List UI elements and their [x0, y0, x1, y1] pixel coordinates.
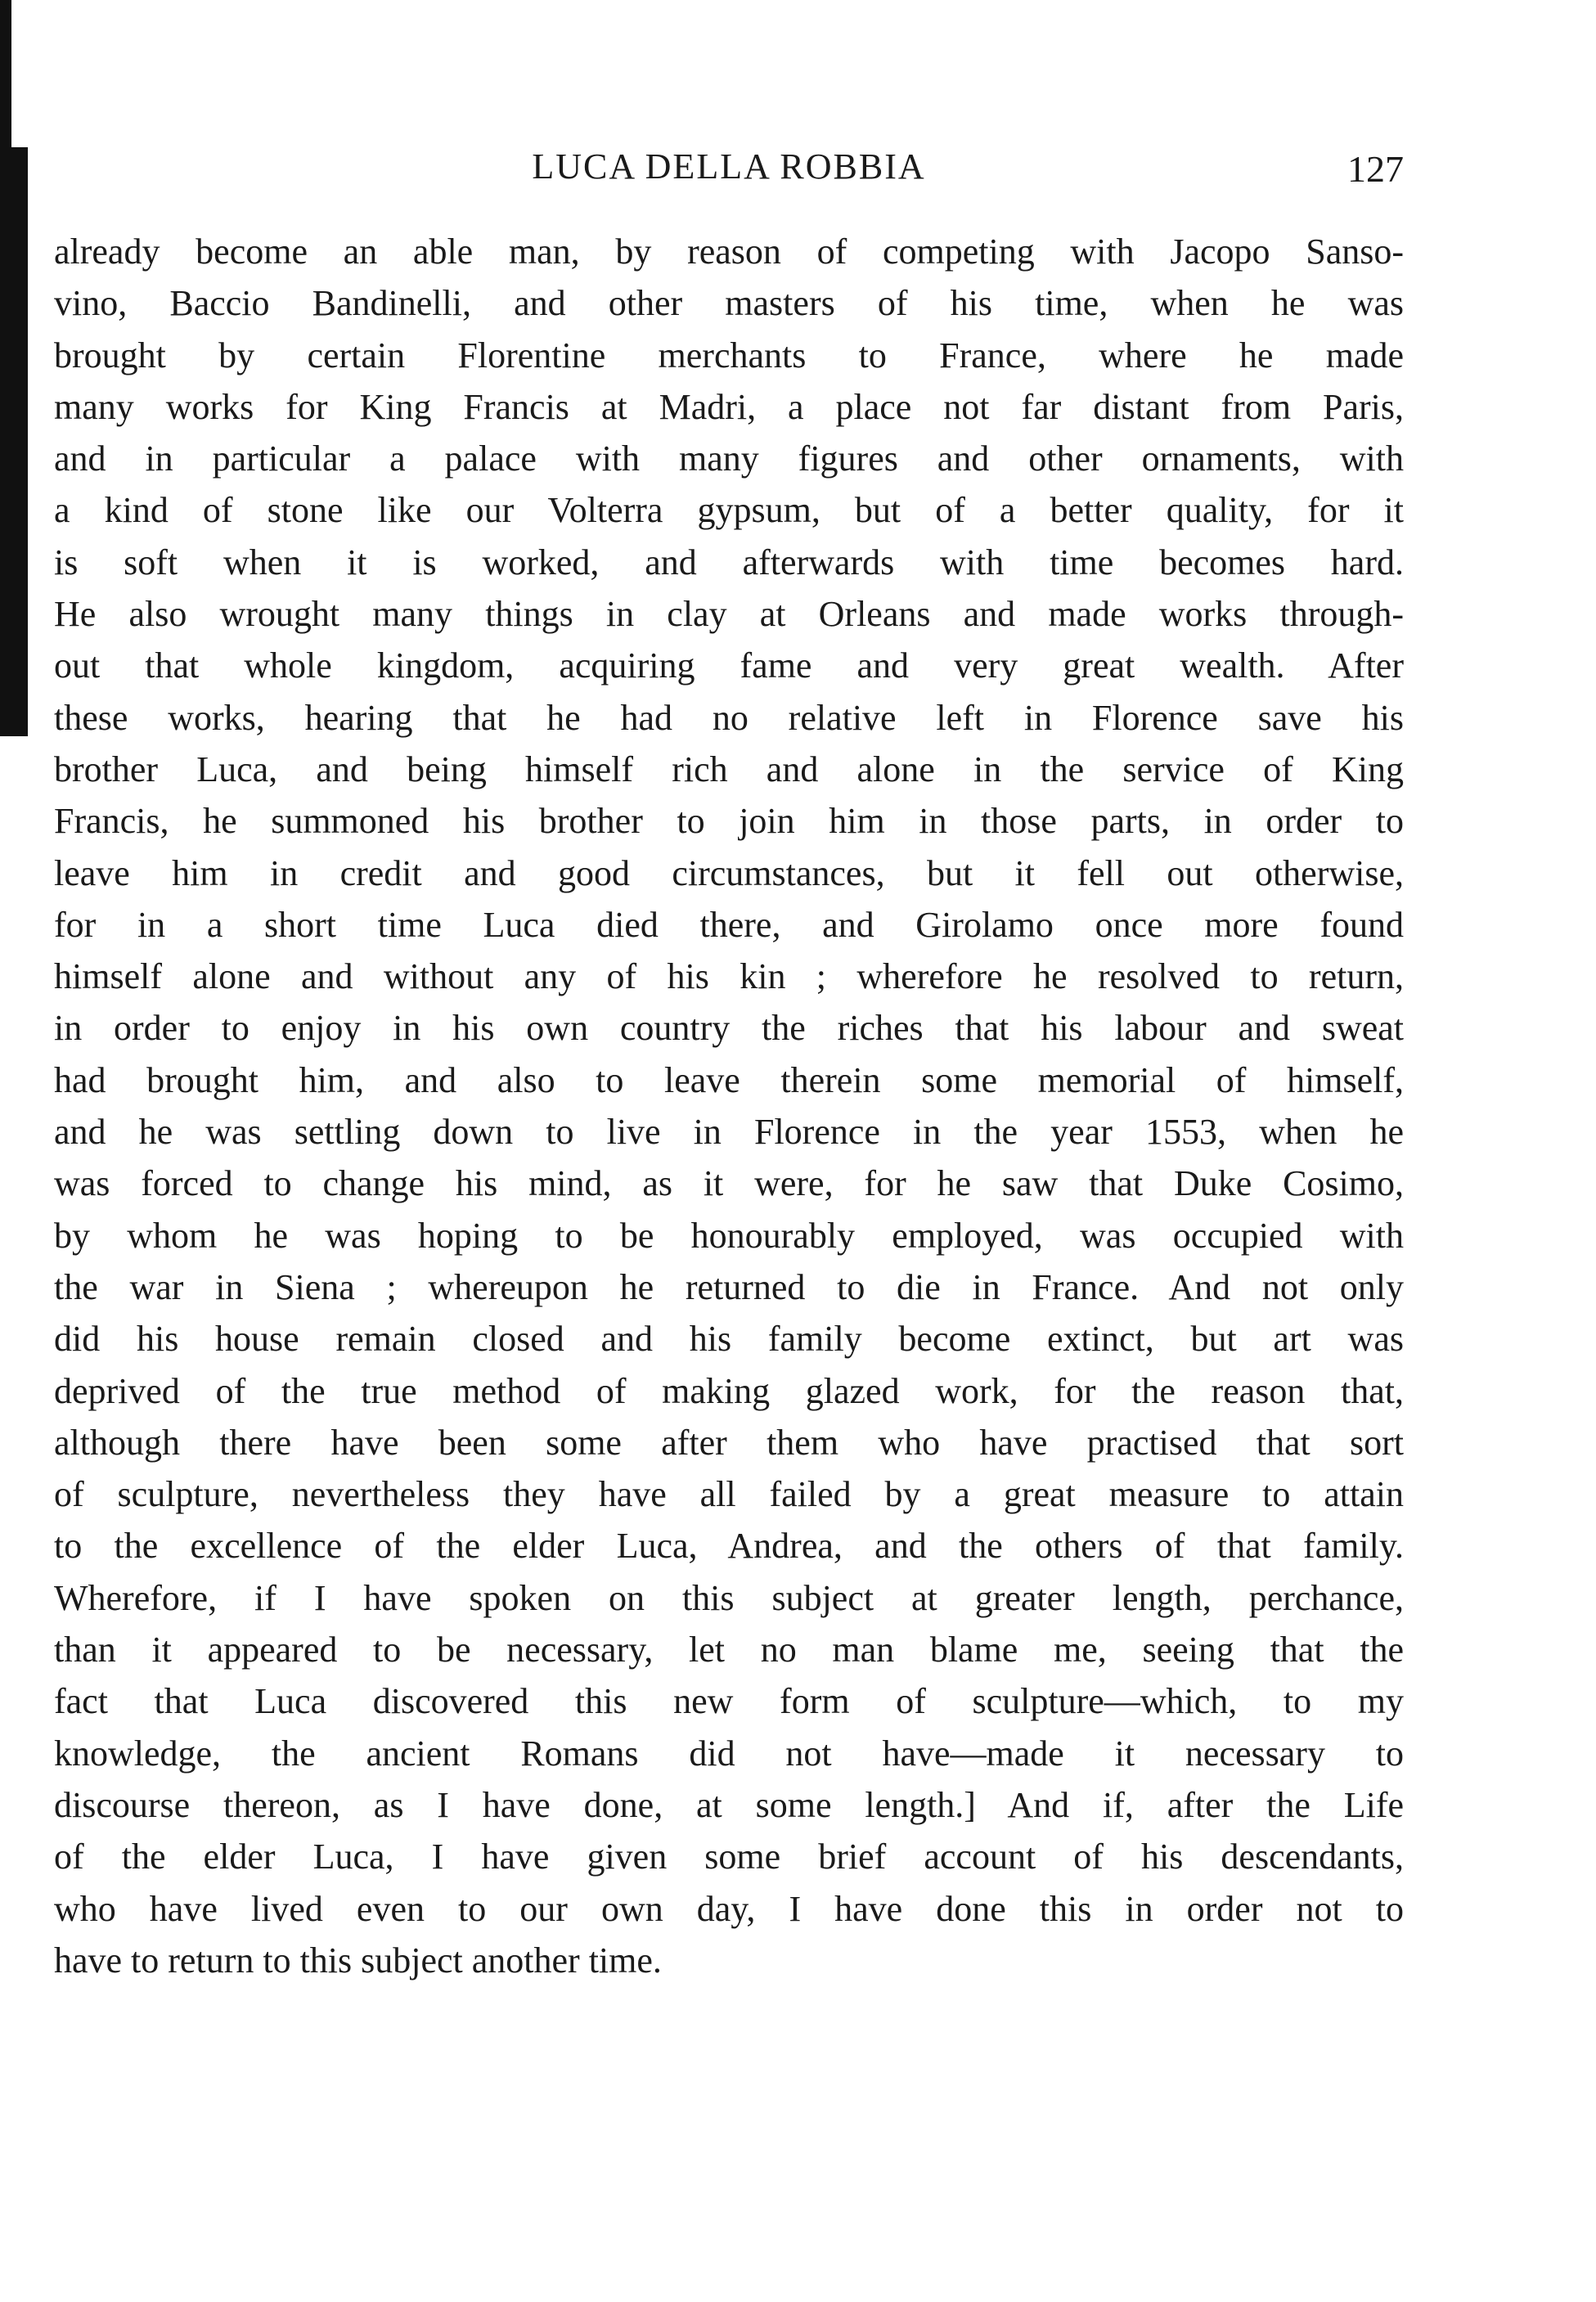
body-text — [54, 226, 1404, 1986]
text-line: vino, Baccio Bandinelli, and other masters of his time, when he was — [54, 283, 1404, 324]
text-line: leave him in credit and good circumstances, but it fell out otherwise, — [54, 852, 1404, 893]
text-line: and in particular a palace with many figures and other ornaments, with — [54, 438, 1404, 479]
text-line: brought by certain Florentine merchants to France, where he made — [54, 335, 1404, 375]
text-line: brother Luca, and being himself rich and alone in the service of King — [54, 749, 1404, 789]
text-line: fact that Luca discovered this new form of sculpture—which, to my — [54, 1681, 1404, 1722]
text-line: Wherefore, if I have spoken on this subject at greater length, perchance, — [54, 1577, 1404, 1618]
text-line: the war in Siena ; whereupon he returned to die in France. And not only — [54, 1266, 1404, 1307]
text-line: than it appeared to be necessary, let no man blame me, seeing that the — [54, 1630, 1404, 1670]
text-line: deprived of the true method of making glazed work, for the reason that, — [54, 1370, 1404, 1411]
text-line: himself alone and without any of his kin ; wherefore he resolved to return, — [54, 956, 1404, 997]
text-line: had brought him, and also to leave therein some memorial of himself, — [54, 1059, 1404, 1100]
text-line: discourse thereon, as I have done, at some length.] And if, after the Life — [54, 1784, 1404, 1825]
running-title: LUCA DELLA ROBBIA — [532, 146, 926, 187]
text-line: of sculpture, nevertheless they have all failed by a great measure to attain — [54, 1474, 1404, 1515]
text-line: who have lived even to our own day, I have done this in order not to — [54, 1888, 1404, 1929]
text-line: these works, hearing that he had no relative left in Florence save his — [54, 697, 1404, 738]
text-line: although there have been some after them who have practised that sort — [54, 1422, 1404, 1463]
text-line: many works for King Francis at Madri, a place not far distant from Paris, — [54, 386, 1404, 427]
text-line-last: have to return to this subject another time. — [54, 1940, 662, 1981]
text-line: and he was settling down to live in Florence in the year 1553, when he — [54, 1112, 1404, 1153]
scan-binding-shadow — [0, 0, 11, 736]
text-line: in order to enjoy in his own country the riches that his labour and sweat — [54, 1008, 1404, 1049]
text-line: already become an able man, by reason of competing with Jacopo Sanso- — [54, 232, 1404, 272]
text-line: knowledge, the ancient Romans did not have—made it necessary to — [54, 1733, 1404, 1774]
text-line: He also wrought many things in clay at Orleans and made works through- — [54, 594, 1404, 635]
text-line: Francis, he summoned his brother to join him in those parts, in order to — [54, 801, 1404, 842]
scan-binding-shadow-inner — [11, 147, 28, 736]
page-header — [54, 146, 1404, 195]
text-line: is soft when it is worked, and afterwards with time becomes hard. — [54, 542, 1404, 582]
page-number: 127 — [1347, 148, 1404, 190]
text-line: a kind of stone like our Volterra gypsum, but of a better quality, for it — [54, 490, 1404, 531]
text-line: to the excellence of the elder Luca, Andrea, and the others of that family. — [54, 1526, 1404, 1567]
text-line: for in a short time Luca died there, and Girolamo once more found — [54, 904, 1404, 945]
text-line: by whom he was hoping to be honourably employed, was occupied with — [54, 1215, 1404, 1256]
text-line: did his house remain closed and his family become extinct, but art was — [54, 1319, 1404, 1360]
text-line: was forced to change his mind, as it were, for he saw that Duke Cosimo, — [54, 1163, 1404, 1204]
text-line: out that whole kingdom, acquiring fame and very great wealth. After — [54, 645, 1404, 686]
text-line: of the elder Luca, I have given some brief account of his descendants, — [54, 1837, 1404, 1877]
